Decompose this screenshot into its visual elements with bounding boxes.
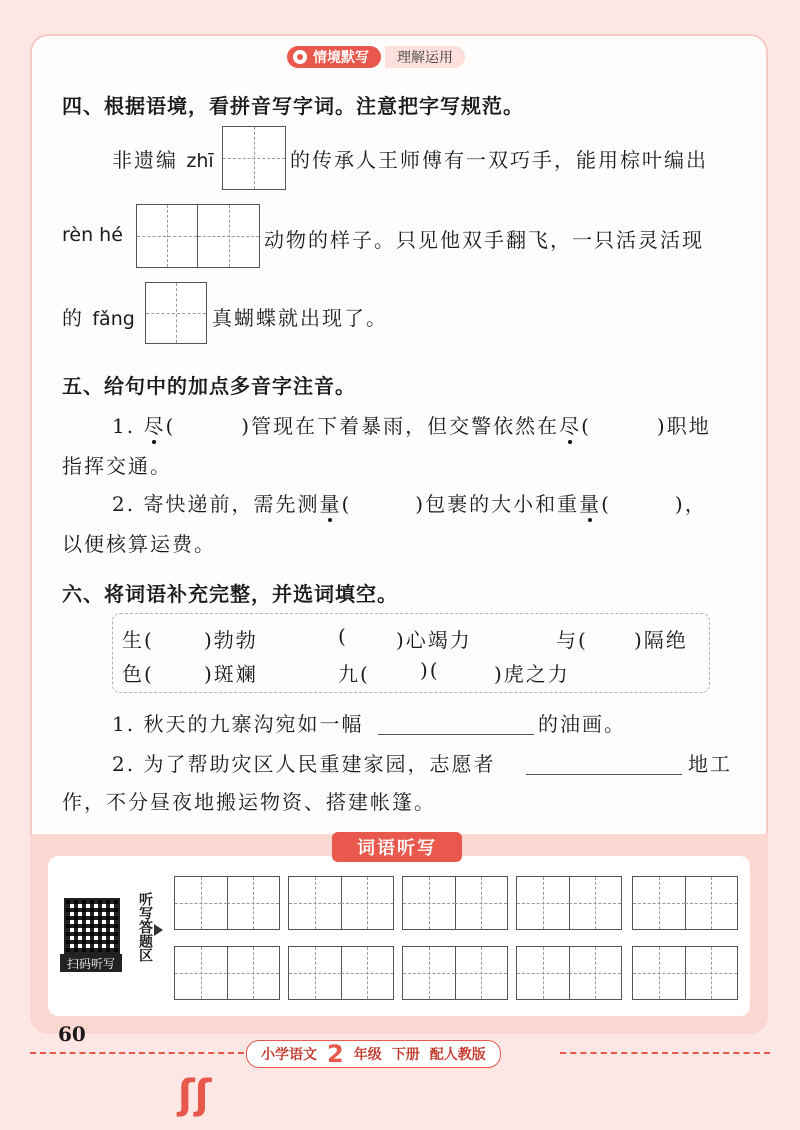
word-3-b: )隔绝 [634,628,688,652]
dictation-answer-grid[interactable] [632,876,738,930]
s4-line1-after: 的传承人王师傅有一双巧手，能用棕叶编出 [290,148,708,172]
header-badge [287,46,381,68]
grid-cell[interactable] [341,877,393,929]
s6-q1-blank[interactable] [378,734,534,735]
grid-cell[interactable] [455,947,507,999]
dictation-answer-grid[interactable] [402,946,508,1000]
s4-text: 非遗编 [112,148,187,172]
dotted-char: 尽 [559,414,582,438]
page-number: 60 [58,1022,86,1046]
grid-cell[interactable] [289,947,342,999]
grid-cell[interactable] [175,947,228,999]
grid-cell[interactable] [227,947,279,999]
s5-q2-line2: 以便核算运费。 [62,532,216,556]
s6-q2-line2: 作，不分昼夜地搬运物资、搭建帐篷。 [62,790,436,814]
s6-q1-end: 的油画。 [538,712,626,736]
answer-grid-zhi[interactable] [222,126,286,190]
question-number: 2. [112,492,136,516]
grid-cell[interactable] [146,283,206,343]
grid-cell[interactable] [517,947,570,999]
grid-cell[interactable] [633,947,686,999]
word-2-a: ( [338,624,348,648]
s5-text: 管现在下着暴雨，但交警依然在 [251,414,560,438]
dictation-area-label: 听写答题区 [137,892,153,962]
word-3-a: 与( [556,628,588,652]
grid-cell[interactable] [223,127,285,189]
pinyin-zhi: zhī [186,150,214,172]
dictation-answer-grid[interactable] [288,876,394,930]
section5-title: 五、给句中的加点多音字注音。 [62,374,356,398]
answer-grid-fang[interactable] [145,282,207,344]
grid-cell[interactable] [341,947,393,999]
grid-cell[interactable] [685,947,737,999]
grid-cell[interactable] [455,877,507,929]
paren: ) [415,492,426,516]
paren: ) [241,414,252,438]
dictation-answer-grid[interactable] [174,946,280,1000]
section4-title: 四、根据语境，看拼音写字词。注意把字写规范。 [62,94,524,118]
dictation-answer-grid[interactable] [174,876,280,930]
dictation-answer-grid[interactable] [632,946,738,1000]
header-badge-label: 情境默写 [313,50,369,66]
dictation-answer-grid[interactable] [516,946,622,1000]
grid-cell[interactable] [517,877,570,929]
s5-text: 职地 [666,414,711,438]
s5-text: 寄快递前，需先测 [143,492,320,516]
header-sub-label: 理解运用 [385,46,465,68]
paren: ( [601,492,611,516]
decorative-mark-icon: ʃʃ [178,1072,212,1118]
grid-cell[interactable] [403,877,456,929]
dictation-answer-grid[interactable] [288,946,394,1000]
question-number: 1. [112,414,136,438]
dotted-char: 量 [579,492,602,516]
word-1-b: )勃勃 [204,628,258,652]
grid-cell[interactable] [403,947,456,999]
word-5-b: )( [420,658,440,682]
dotted-char: 尽 [143,414,166,438]
word-5-a: 九( [338,662,370,686]
footer-grade-number: 2 [327,1040,344,1068]
dictation-answer-grid[interactable] [402,876,508,930]
footer-subject: 小学语文 [261,1047,317,1063]
paren: ( [581,414,591,438]
section6-title: 六、将词语补充完整，并选词填空。 [62,582,398,606]
word-4-a: 色( [122,662,154,686]
footer-grade: 年级 [353,1047,382,1063]
s4-text: 的 [62,306,93,330]
footer-volume: 下册 [391,1047,420,1063]
pinyin-fang: fǎng [92,308,135,330]
s6-q2-blank[interactable] [526,774,682,775]
word-4-b: )斑斓 [204,662,258,686]
s4-line3-before [62,302,135,331]
grid-cell[interactable] [569,877,621,929]
s5-text: 包裹的大小和重 [425,492,580,516]
s5-q1-line2: 指挥交通。 [62,454,172,478]
dictation-answer-grid[interactable] [516,876,622,930]
s6-q1: 1. 秋天的九寨沟宛如一幅 [112,712,364,736]
grid-cell[interactable] [227,877,279,929]
footer-edition: 配人教版 [429,1047,486,1063]
paren: ) [674,492,685,516]
grid-cell[interactable] [198,205,259,267]
s4-line3-after: 真蝴蝶就出现了。 [212,306,388,330]
grid-cell[interactable] [289,877,342,929]
s6-q2: 2. 为了帮助灾区人民重建家园，志愿者 [112,752,496,776]
s4-line2-after: 动物的样子。只见他双手翻飞，一只活灵活现 [264,228,704,252]
badge-icon [293,50,307,64]
answer-grid-renhe[interactable] [136,204,260,268]
s6-q2-end: 地工 [688,752,732,776]
grid-cell[interactable] [175,877,228,929]
qr-code-icon[interactable] [64,898,120,954]
dotted-char: 量 [319,492,342,516]
qr-label: 扫码听写 [60,954,122,972]
paren: ( [341,492,352,516]
word-1-a: 生( [122,628,154,652]
word-2-b: )心竭力 [396,628,472,652]
word-5-c: )虎之力 [494,662,570,686]
footer-divider-left [30,1052,244,1054]
footer-book-info [246,1040,501,1068]
grid-cell[interactable] [569,947,621,999]
paren: ) [656,414,667,438]
s5-q2-line1 [112,488,707,517]
grid-cell[interactable] [685,877,737,929]
s5-q1-line1 [112,410,711,439]
arrow-right-icon [154,924,163,936]
pinyin-renhe: rèn hé [62,224,123,246]
dictation-title: 词语听写 [332,832,462,862]
section-header [287,46,465,68]
paren: ( [165,414,176,438]
footer-divider-right [560,1052,770,1054]
grid-cell[interactable] [137,205,198,267]
s4-line1-before [112,144,214,173]
grid-cell[interactable] [633,877,686,929]
s5-text: ， [684,492,707,516]
